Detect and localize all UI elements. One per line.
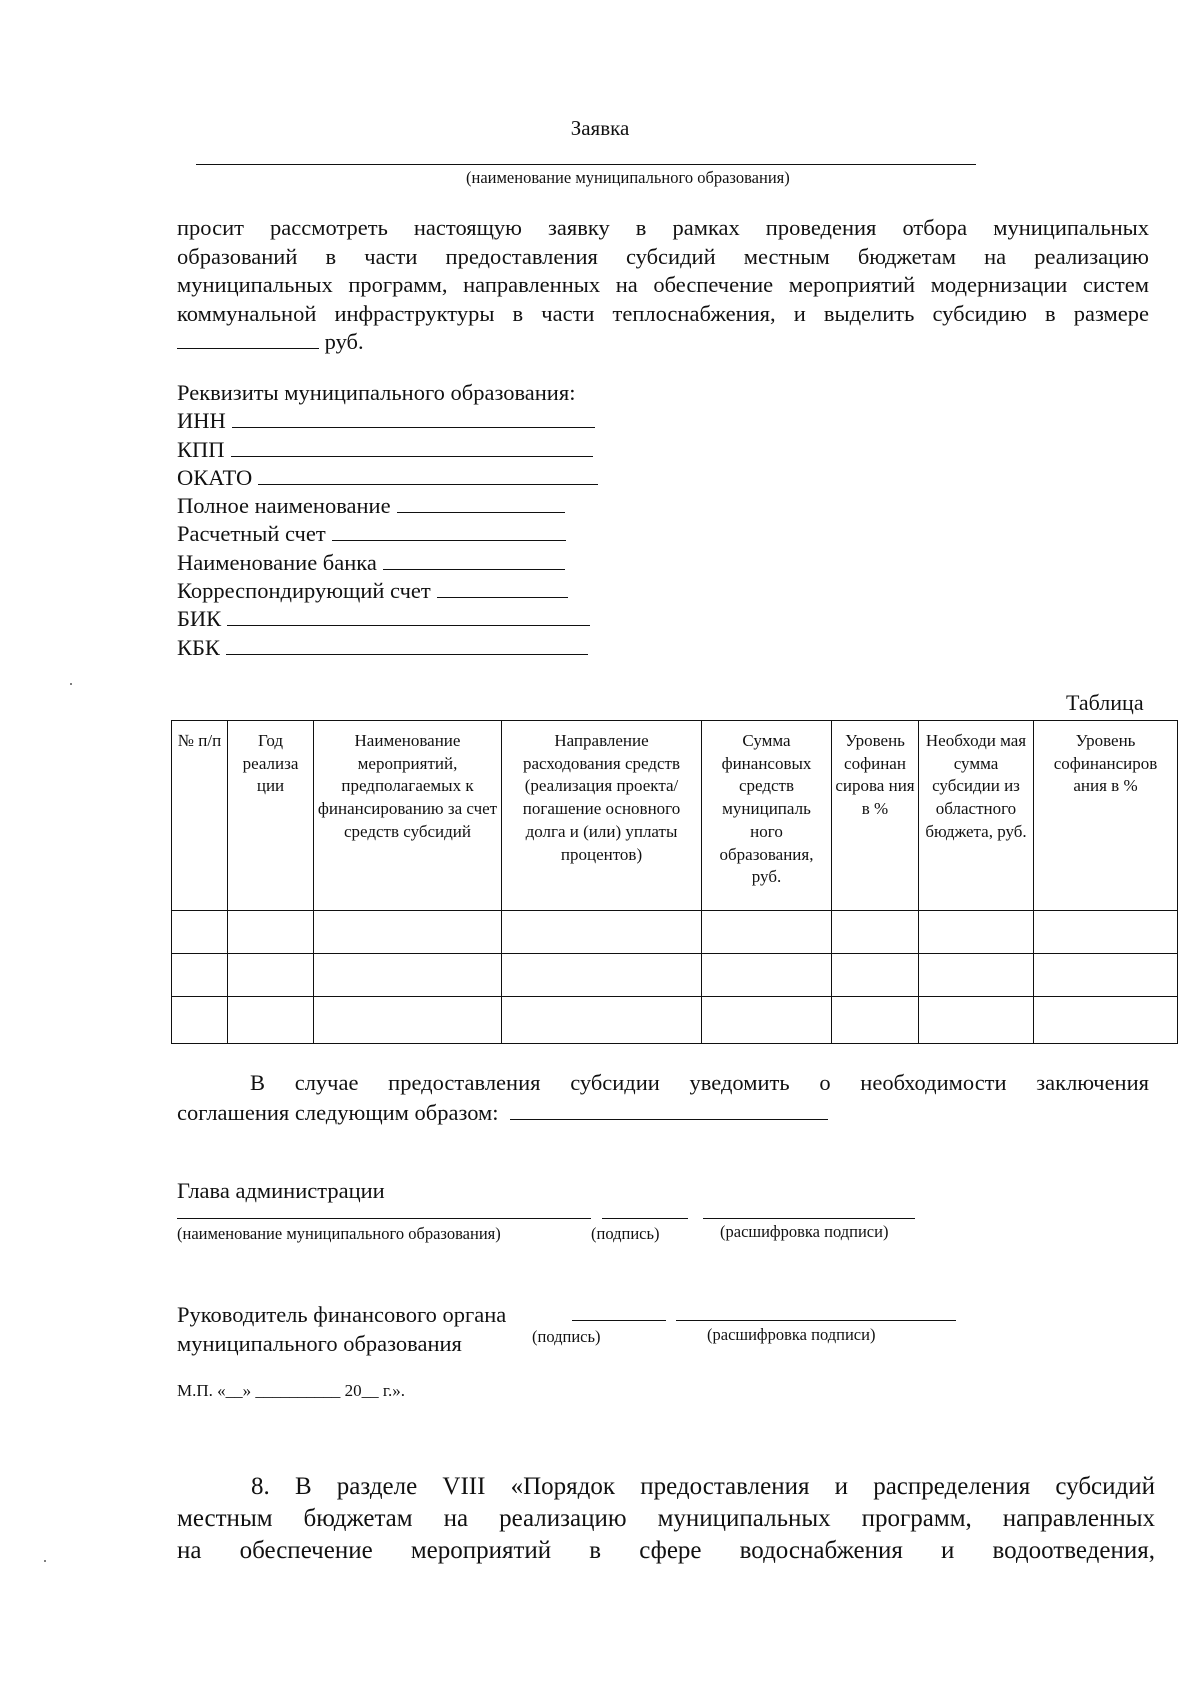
field-okato-label: ОКАТО <box>177 464 253 490</box>
field-full-name-label: Полное наименование <box>177 493 391 519</box>
section8-line-1: 8. В разделе VIII «Порядок предоставления и распределения субсидий <box>251 1473 1155 1500</box>
field-okato-input[interactable] <box>258 466 598 485</box>
table-cell[interactable] <box>832 954 919 997</box>
col-municipal-sum: Сумма финансовых средств муниципаль ного образования, руб. <box>702 721 832 911</box>
col-cofinancing-level-2: Уровень софинансиров ания в % <box>1034 721 1178 911</box>
requisites-block <box>177 379 598 662</box>
field-full-name-input[interactable] <box>397 494 565 513</box>
finance-signature-line[interactable] <box>572 1320 666 1321</box>
intro-line-5 <box>177 328 1149 357</box>
intro-line-2: образований в части предоставления субсидий местным бюджетам на реализацию <box>177 243 1149 269</box>
table-cell[interactable] <box>919 911 1034 954</box>
section8-line-3: на обеспечение мероприятий в сфере водоснабжения и водоотведения, <box>177 1537 1155 1564</box>
table-cell[interactable] <box>702 911 832 954</box>
table-row <box>172 954 1178 997</box>
field-inn <box>177 407 598 435</box>
stamp-date-line: М.П. «__» __________ 20__ г.». <box>177 1381 405 1400</box>
field-bik-input[interactable] <box>227 607 590 626</box>
table-cell[interactable] <box>502 911 702 954</box>
field-kbk-input[interactable] <box>226 636 588 655</box>
table-cell[interactable] <box>919 997 1034 1044</box>
field-corr-account <box>177 577 598 605</box>
table-cell[interactable] <box>502 954 702 997</box>
table-cell[interactable] <box>919 954 1034 997</box>
field-full-name <box>177 492 598 520</box>
intro-line-3: муниципальных программ, направленных на обеспечение мероприятий модернизации систем <box>177 272 1149 297</box>
table-cell[interactable] <box>314 911 502 954</box>
field-corr-account-label: Корреспондирующий счет <box>177 578 431 604</box>
table-row <box>172 911 1178 954</box>
field-bik <box>177 605 598 633</box>
col-year: Год реализа ции <box>228 721 314 911</box>
notice-line-2-text: соглашения следующим образом: <box>177 1100 499 1125</box>
table-cell[interactable] <box>228 911 314 954</box>
field-kbk-label: КБК <box>177 634 220 660</box>
requisites-heading: Реквизиты муниципального образования: <box>177 380 576 405</box>
municipality-underline <box>196 164 976 165</box>
table-cell[interactable] <box>1034 997 1178 1044</box>
finance-title-line-1: Руководитель финансового органа <box>177 1302 507 1327</box>
table-cell[interactable] <box>1034 954 1178 997</box>
field-inn-label: ИНН <box>177 408 226 434</box>
table-cell[interactable] <box>832 911 919 954</box>
finance-decoding-line[interactable] <box>676 1320 956 1321</box>
field-account-input[interactable] <box>332 522 566 541</box>
table-row <box>172 997 1178 1044</box>
field-corr-account-input[interactable] <box>437 579 568 598</box>
head-decoding-line[interactable] <box>703 1218 915 1219</box>
notice-line-1: В случае предоставления субсидии уведомить о необходимости заключения <box>250 1070 1149 1095</box>
table-cell[interactable] <box>502 997 702 1044</box>
head-cap-decoding: (расшифровка подписи) <box>720 1222 889 1241</box>
section8-line-2: местным бюджетам на реализацию муниципальных программ, направленных <box>177 1505 1155 1532</box>
page-title: Заявка <box>570 116 630 140</box>
table-label: Таблица <box>1066 690 1144 715</box>
col-cofinancing-level: Уровень софинан сирова ния в % <box>832 721 919 911</box>
table-header-row <box>172 721 1178 911</box>
field-inn-input[interactable] <box>232 409 595 428</box>
notice-method-field[interactable] <box>510 1101 828 1120</box>
head-cap-municipality: (наименование муниципального образования) <box>177 1224 501 1243</box>
table-cell[interactable] <box>702 954 832 997</box>
field-bank-name <box>177 549 598 577</box>
table-cell[interactable] <box>1034 911 1178 954</box>
table-cell[interactable] <box>228 954 314 997</box>
head-title: Глава администрации <box>177 1178 385 1203</box>
col-activities: Наименование мероприятий, предполагаемых к финансированию за счет средств субсидий <box>314 721 502 911</box>
table-cell[interactable] <box>832 997 919 1044</box>
table-cell[interactable] <box>228 997 314 1044</box>
field-okato <box>177 464 598 492</box>
field-account <box>177 520 598 548</box>
intro-line-4: коммунальной инфраструктуры в части теплоснабжения, и выделить субсидию в размере <box>177 300 1149 326</box>
municipality-caption: (наименование муниципального образования) <box>466 168 790 187</box>
table-cell[interactable] <box>172 954 228 997</box>
field-kbk <box>177 634 598 662</box>
table-cell[interactable] <box>314 954 502 997</box>
table-cell[interactable] <box>314 997 502 1044</box>
field-bik-label: БИК <box>177 606 222 632</box>
col-required-subsidy: Необходи мая сумма субсидии из областного бюджета, руб. <box>919 721 1034 911</box>
field-kpp <box>177 436 598 464</box>
field-bank-name-label: Наименование банка <box>177 549 377 575</box>
field-bank-name-input[interactable] <box>383 551 565 570</box>
col-number: № п/п <box>172 721 228 911</box>
notice-paragraph <box>177 1068 1149 1128</box>
section8-paragraph <box>177 1471 1155 1567</box>
field-account-label: Расчетный счет <box>177 521 326 547</box>
head-cap-signature: (подпись) <box>591 1224 660 1243</box>
col-direction: Направление расходования средств (реализация проекта/ погашение основного долга и (или) уплаты процентов) <box>502 721 702 911</box>
field-kpp-label: КПП <box>177 436 225 462</box>
amount-field[interactable] <box>177 330 319 349</box>
notice-line-2 <box>177 1098 1149 1128</box>
intro-line-1: просит рассмотреть настоящую заявку в рамках проведения отбора муниципальных <box>177 215 1149 240</box>
finance-title-line-2: муниципального образования <box>177 1331 462 1356</box>
table-cell[interactable] <box>702 997 832 1044</box>
currency-label: руб. <box>324 329 364 354</box>
scan-speck <box>70 683 72 685</box>
field-kpp-input[interactable] <box>231 438 593 457</box>
head-signature-line[interactable] <box>602 1218 688 1219</box>
finance-cap-decoding: (расшифровка подписи) <box>707 1325 876 1344</box>
head-municipality-line[interactable] <box>177 1218 591 1219</box>
table-cell[interactable] <box>172 911 228 954</box>
intro-paragraph <box>177 214 1149 357</box>
table-cell[interactable] <box>172 997 228 1044</box>
subsidy-table <box>171 720 1178 1044</box>
scan-speck <box>44 1560 46 1562</box>
finance-cap-signature: (подпись) <box>532 1327 601 1346</box>
